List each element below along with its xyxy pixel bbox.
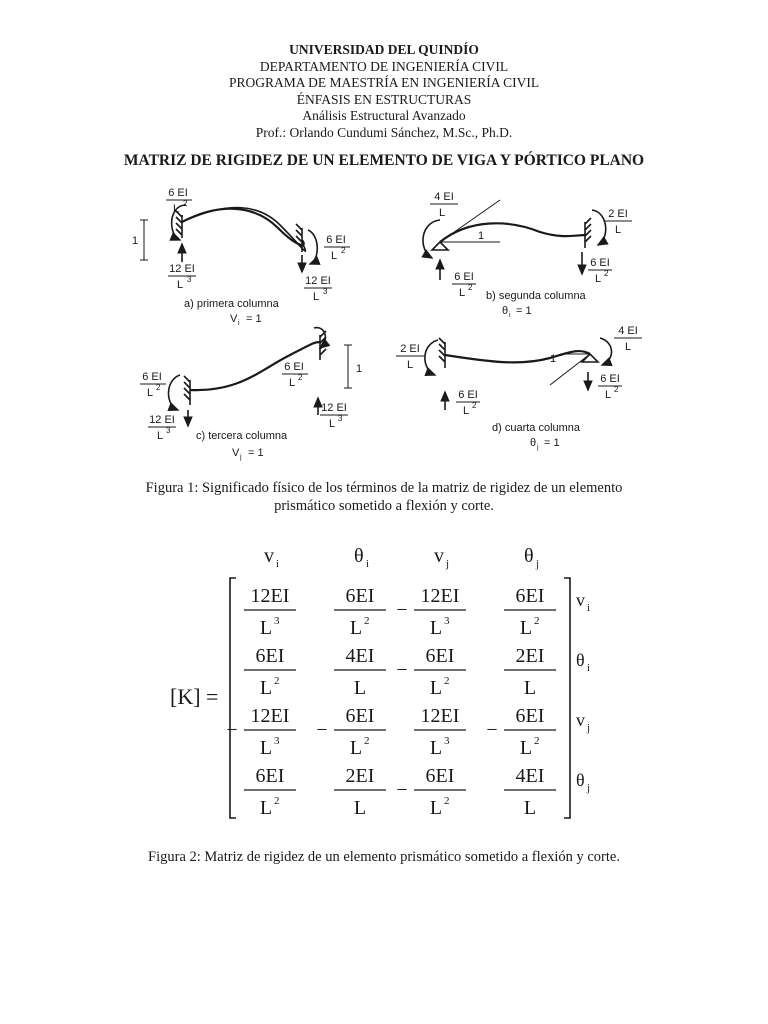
label-d-moment-far: 2 EI [400, 343, 420, 355]
entry-exp-3-0: 2 [274, 795, 280, 807]
entry-exp-1-2: 2 [444, 675, 450, 687]
entry-sign-2-3: − [486, 719, 498, 741]
label-a-caption: a) primera columna [184, 298, 279, 310]
label-b-moment-near: 4 EI [434, 191, 454, 203]
entry-den-0-2: L [429, 617, 443, 639]
entry-num-0-2: 12EI [420, 585, 460, 607]
svg-text:2: 2 [472, 401, 477, 410]
entry-den-1-3: L [523, 677, 537, 699]
dimension-line-a [140, 220, 148, 260]
entry-den-2-3: L [519, 737, 533, 759]
entry-num-0-3: 6EI [515, 585, 545, 607]
col-header-0: v [264, 545, 274, 567]
col-header-sub-3: j [536, 558, 540, 570]
entry-num-1-0: 6EI [255, 645, 285, 667]
svg-text:L: L [146, 387, 154, 399]
deflected-beam-b [440, 223, 585, 242]
moment-arrow-right-a [308, 230, 317, 264]
document-header [0, 42, 768, 141]
label-d-caption: d) cuarta columna [492, 422, 581, 434]
matrix-lhs-label: [K] = [170, 684, 219, 709]
figure-2-caption: Figura 2: Matriz de rigidez de un elemento prismático sometido a flexión y corte. [148, 849, 620, 865]
professor-name: Prof.: Orlando Cundumi Sánchez, M.Sc., Ph.D. [255, 124, 513, 140]
entry-exp-0-0: 3 [274, 615, 280, 627]
label-c-moment-left: 6 EI [142, 371, 162, 383]
entry-den-3-1: L [353, 797, 367, 819]
svg-text:L: L [406, 359, 414, 371]
moment-arrow-left-c [168, 375, 180, 410]
entry-den-1-0: L [259, 677, 273, 699]
svg-text:= 1: = 1 [248, 447, 264, 459]
fixed-support-right-b [585, 218, 591, 248]
entry-den-0-3: L [519, 617, 533, 639]
entry-num-1-1: 4EI [345, 645, 375, 667]
matrix-left-bracket [230, 578, 236, 818]
program-name: PROGRAMA DE MAESTRÍA EN INGENIERÍA CIVIL [228, 75, 540, 90]
entry-num-0-1: 6EI [345, 585, 375, 607]
entry-den-3-0: L [259, 797, 273, 819]
col-header-3: θ [524, 545, 534, 567]
entry-num-3-0: 6EI [255, 765, 285, 787]
svg-text:L: L [172, 203, 180, 215]
tangent-line-b [440, 200, 500, 242]
row-label-sub-0: i [587, 602, 591, 614]
svg-text:2: 2 [183, 199, 188, 208]
svg-text:L: L [156, 430, 164, 442]
svg-text:2: 2 [604, 269, 609, 278]
svg-text:θ: θ [502, 305, 509, 317]
entry-den-0-1: L [349, 617, 363, 639]
entry-num-1-3: 2EI [515, 645, 545, 667]
row-label-1: θ [576, 650, 585, 670]
entry-num-3-2: 6EI [425, 765, 455, 787]
row-label-sub-2: j [587, 722, 591, 734]
fixed-support-right-a [296, 224, 302, 252]
entry-den-2-0: L [259, 737, 273, 759]
svg-text:3: 3 [338, 414, 343, 423]
entry-exp-2-3: 2 [534, 735, 540, 747]
label-c-moment-right: 6 EI [284, 361, 304, 373]
row-label-0: v [576, 590, 585, 610]
svg-text:L: L [458, 287, 466, 299]
svg-text:2: 2 [614, 385, 619, 394]
fixed-support-left-a [176, 211, 182, 238]
figure-1-caption: Figura 1: Significado físico de los términos de la matriz de rigidez de un elemento prismático sometido a flexión y corte. [145, 480, 623, 514]
dimension-line-c [344, 345, 352, 388]
entry-den-3-2: L [429, 797, 443, 819]
svg-text:L: L [288, 377, 296, 389]
label-c-caption: c) tercera columna [196, 430, 288, 442]
svg-text:2: 2 [341, 246, 346, 255]
entry-exp-0-2: 3 [444, 615, 450, 627]
svg-text:3: 3 [166, 426, 171, 435]
svg-text:V: V [230, 313, 238, 325]
figure-1-diagram [120, 180, 660, 470]
entry-sign-2-1: − [316, 719, 328, 741]
stiffness-matrix [160, 540, 640, 830]
page-title: MATRIZ DE RIGIDEZ DE UN ELEMENTO DE VIGA Y PÓRTICO PLANO [123, 152, 645, 169]
label-b-shear-right: 6 EI [590, 257, 610, 269]
svg-text:L: L [438, 207, 446, 219]
label-d-moment-near: 4 EI [618, 325, 638, 337]
svg-text:j: j [537, 444, 539, 451]
svg-text:L: L [330, 250, 338, 262]
svg-text:i: i [509, 312, 511, 319]
svg-text:3: 3 [323, 287, 328, 296]
label-a-moment-right: 6 EI [326, 234, 346, 246]
moment-arrow-left-b [423, 220, 440, 258]
entry-num-2-1: 6EI [345, 705, 375, 727]
label-a-shear-left: 12 EI [169, 263, 195, 275]
moment-arrow-left-d [425, 340, 438, 375]
svg-text:= 1: = 1 [544, 437, 560, 449]
entry-num-2-3: 6EI [515, 705, 545, 727]
entry-exp-0-3: 2 [534, 615, 540, 627]
row-label-sub-3: j [587, 782, 591, 794]
col-header-2: v [434, 545, 444, 567]
svg-text:= 1: = 1 [516, 305, 532, 317]
label-d-rotation: 1 [550, 353, 557, 365]
svg-text:L: L [312, 291, 320, 303]
entry-num-2-0: 12EI [250, 705, 290, 727]
entry-den-2-1: L [349, 737, 363, 759]
label-d-shear-left: 6 EI [458, 389, 478, 401]
entry-exp-3-2: 2 [444, 795, 450, 807]
label-c-unit: 1 [356, 363, 363, 375]
col-header-sub-1: i [366, 558, 370, 570]
panel-b [423, 200, 606, 280]
svg-text:3: 3 [187, 275, 192, 284]
svg-text:L: L [604, 389, 612, 401]
entry-den-2-2: L [429, 737, 443, 759]
emphasis-name: ÉNFASIS EN ESTRUCTURAS [296, 91, 472, 107]
svg-text:L: L [328, 418, 336, 430]
fixed-support-left-d [439, 338, 445, 368]
entry-den-1-1: L [353, 677, 367, 699]
entry-num-2-2: 12EI [420, 705, 460, 727]
entry-exp-2-1: 2 [364, 735, 370, 747]
svg-text:2: 2 [156, 383, 161, 392]
svg-text:L: L [624, 341, 632, 353]
col-header-sub-2: j [446, 558, 450, 570]
moment-arrow-right-d [600, 338, 612, 365]
row-label-3: θ [576, 770, 585, 790]
svg-text:V: V [232, 447, 240, 459]
label-d-shear-right: 6 EI [600, 373, 620, 385]
entry-exp-0-1: 2 [364, 615, 370, 627]
entry-sign-0-2: − [396, 599, 408, 621]
entry-num-3-3: 4EI [515, 765, 545, 787]
row-label-sub-1: i [587, 662, 591, 674]
svg-text:2: 2 [468, 283, 473, 292]
svg-text:= 1: = 1 [246, 313, 262, 325]
label-c-shear-left: 12 EI [149, 414, 175, 426]
row-label-2: v [576, 710, 585, 730]
col-header-sub-0: i [276, 558, 280, 570]
svg-text:L: L [462, 405, 470, 417]
label-b-shear-left: 6 EI [454, 271, 474, 283]
course-name: Análisis Estructural Avanzado [302, 108, 466, 123]
entry-exp-2-0: 3 [274, 735, 280, 747]
svg-text:L: L [176, 279, 184, 291]
university-name: UNIVERSIDAD DEL QUINDÍO [289, 42, 479, 57]
label-a-shear-right: 12 EI [305, 275, 331, 287]
label-a-moment: 6 EI [168, 187, 188, 199]
svg-text:j: j [240, 454, 242, 461]
entry-den-0-0: L [259, 617, 273, 639]
entry-sign-3-2: − [396, 779, 408, 801]
svg-text:L: L [614, 224, 622, 236]
deflected-beam-d [445, 351, 590, 362]
entry-num-1-2: 6EI [425, 645, 455, 667]
label-b-caption: b) segunda columna [486, 290, 586, 302]
svg-text:L: L [594, 273, 602, 285]
svg-text:2: 2 [298, 373, 303, 382]
entry-exp-1-0: 2 [274, 675, 280, 687]
label-b-moment-far: 2 EI [608, 208, 628, 220]
label-b-rotation: 1 [478, 230, 485, 242]
entry-num-0-0: 12EI [250, 585, 290, 607]
col-header-1: θ [354, 545, 364, 567]
moment-arrow-right-b [592, 210, 606, 245]
svg-text:θ: θ [530, 437, 537, 449]
panel-d [425, 338, 612, 410]
entry-num-3-1: 2EI [345, 765, 375, 787]
panel-a [140, 205, 317, 272]
label-a-unit: 1 [132, 235, 139, 247]
entry-den-3-3: L [523, 797, 537, 819]
entry-den-1-2: L [429, 677, 443, 699]
pin-support-b [432, 242, 448, 250]
entry-sign-2-0: − [226, 719, 238, 741]
entry-exp-2-2: 3 [444, 735, 450, 747]
department-name: DEPARTAMENTO DE INGENIERÍA CIVIL [259, 58, 509, 74]
matrix-right-bracket [564, 578, 570, 818]
svg-text:i: i [238, 320, 240, 327]
entry-sign-1-2: − [396, 659, 408, 681]
fixed-support-left-c [184, 376, 190, 405]
label-c-shear-right: 12 EI [321, 402, 347, 414]
